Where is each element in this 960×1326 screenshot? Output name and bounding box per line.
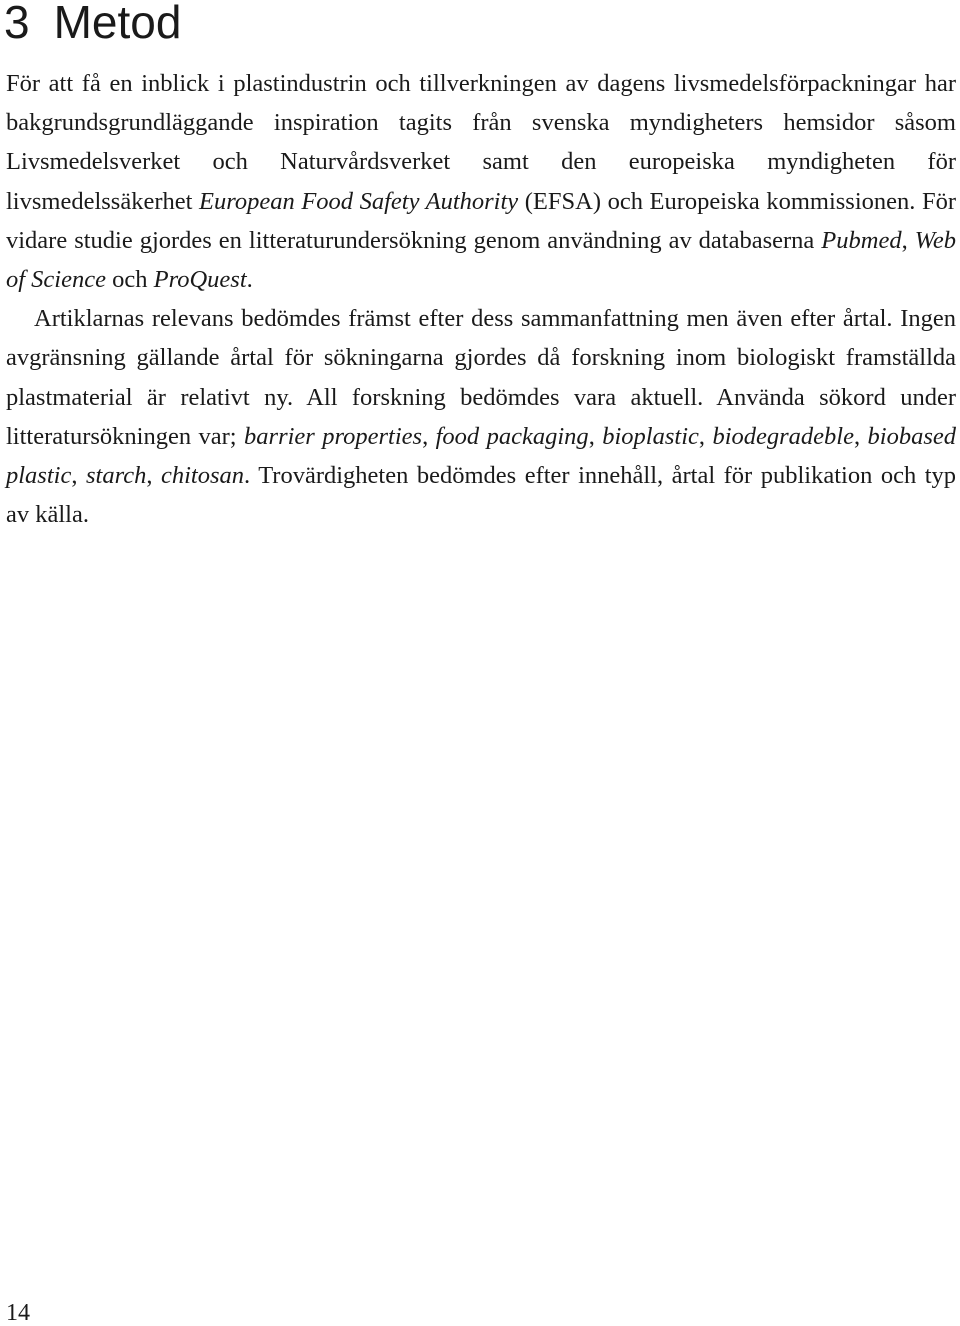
period: . — [246, 266, 253, 294]
database-proquest: ProQuest — [153, 266, 247, 294]
separator: , — [146, 462, 161, 490]
separator: , — [853, 422, 868, 450]
separator: , — [901, 226, 915, 254]
paragraph-1 — [6, 64, 956, 299]
separator: , — [588, 422, 603, 450]
page-number: 14 — [6, 1300, 30, 1326]
keyword: biobased plastic — [6, 422, 957, 490]
section-number: 3 — [4, 0, 30, 48]
paragraph-2-text-b: . Trovärdigheten bedömdes efter innehåll, årtal för publikation och typ av källa. — [6, 462, 957, 529]
separator: , — [422, 422, 436, 450]
section-heading — [4, 0, 181, 50]
paragraph-1-text-a: För att få en inblick i plastindustrin och tillverkningen av dagens livsmedelsförpackningar har bakgrundsgrundläggande inspiration tagits från svenska myndigheters hemsidor såsom Livsmedelsverket och Naturvårdsverket samt den europeiska myndigheten för livsmedelssäkerhet — [6, 70, 956, 215]
keyword: bioplastic — [602, 422, 699, 450]
keyword: starch — [85, 462, 147, 490]
section-title: Metod — [53, 0, 182, 48]
keyword: food packaging — [435, 422, 589, 450]
agency-name: European Food Safety Authority — [199, 187, 519, 215]
keyword: biodegradeble — [712, 422, 854, 450]
keyword: barrier properties — [244, 422, 423, 450]
paragraph-2 — [6, 299, 956, 534]
separator: och — [106, 266, 154, 294]
separator: , — [698, 422, 713, 450]
paragraph-1-text-b: (EFSA) och Europeiska kommissionen. För vidare studie gjordes en litteraturundersökning genom användning av databaserna — [6, 187, 956, 254]
keyword: chitosan — [160, 462, 244, 490]
body-text — [6, 64, 956, 534]
database-pubmed: Pubmed — [821, 226, 902, 254]
separator: , — [71, 462, 86, 490]
paragraph-2-text-a: Artiklarnas relevans bedömdes främst efter dess sammanfattning men även efter årtal. Ingen avgränsning gällande årtal för sökningarna gjordes då forskning inom biologiskt framställda plastmaterial är relativt ny. All forskning bedömdes vara aktuell. Använda sökord under litteratursökningen var; — [6, 305, 956, 450]
database-web-of-science: Web of Science — [6, 226, 956, 294]
